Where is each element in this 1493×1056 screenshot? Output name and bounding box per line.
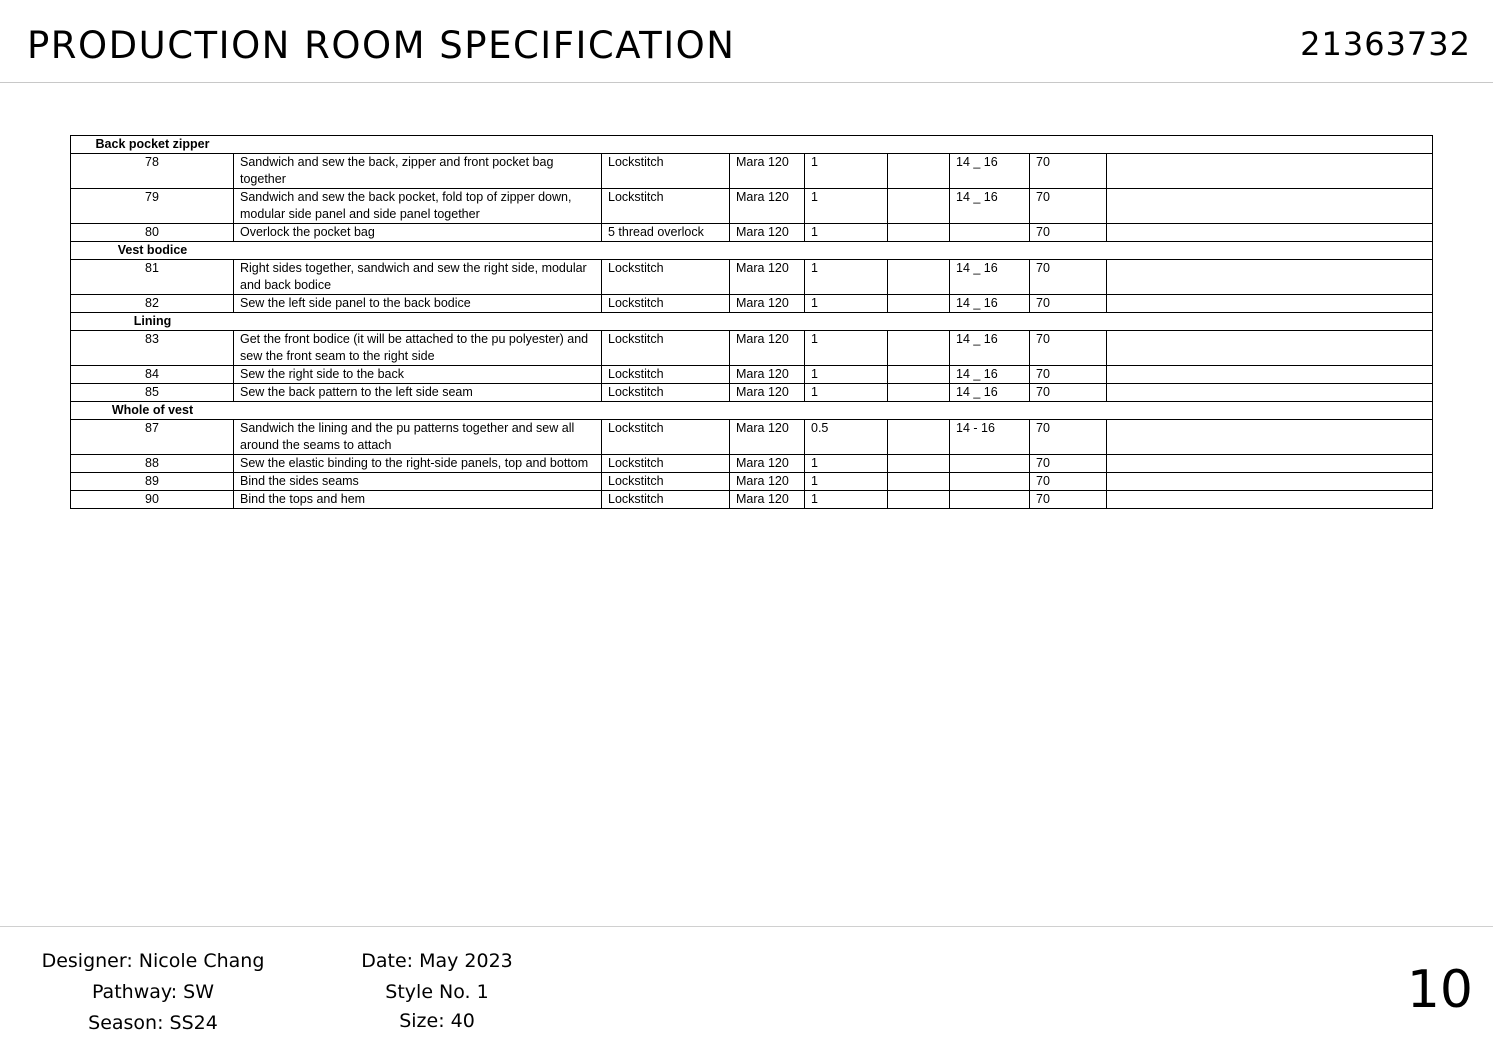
section-header-row xyxy=(71,402,1433,420)
operation-cell: Sew the right side to the back xyxy=(234,366,602,384)
step-number-cell: 82 xyxy=(71,295,234,313)
blank-cell xyxy=(888,420,950,455)
machine-cell: Lockstitch xyxy=(602,366,730,384)
section-header-row xyxy=(71,242,1433,260)
section-title: Vest bodice xyxy=(117,243,188,257)
footer-designer-block xyxy=(40,946,266,1039)
table-row xyxy=(71,455,1433,473)
speed-cell: 70 xyxy=(1030,384,1107,402)
machine-cell: Lockstitch xyxy=(602,491,730,509)
blank-cell xyxy=(888,331,950,366)
machine-cell: Lockstitch xyxy=(602,260,730,295)
thread-cell: Mara 120 xyxy=(730,295,805,313)
needle-size-cell: 14 _ 16 xyxy=(950,154,1030,189)
blank-cell xyxy=(888,366,950,384)
table-row xyxy=(71,154,1433,189)
speed-cell: 70 xyxy=(1030,455,1107,473)
stitch-length-cell: 1 xyxy=(805,295,888,313)
machine-cell: Lockstitch xyxy=(602,295,730,313)
step-number-cell: 83 xyxy=(71,331,234,366)
step-number-cell: 78 xyxy=(71,154,234,189)
thread-cell: Mara 120 xyxy=(730,154,805,189)
thread-cell: Mara 120 xyxy=(730,420,805,455)
table-row xyxy=(71,384,1433,402)
date-label: Date: May 2023 xyxy=(361,950,513,972)
size-label: Size: 40 xyxy=(399,1010,475,1032)
page-number: 10 xyxy=(1406,960,1473,1020)
needle-size-cell xyxy=(950,455,1030,473)
speed-cell: 70 xyxy=(1030,331,1107,366)
stitch-length-cell: 1 xyxy=(805,491,888,509)
pathway-label: Pathway: SW xyxy=(91,981,215,1003)
step-number-cell: 80 xyxy=(71,224,234,242)
blank-cell xyxy=(888,455,950,473)
thread-cell: Mara 120 xyxy=(730,331,805,366)
speed-cell: 70 xyxy=(1030,420,1107,455)
blank-cell xyxy=(888,189,950,224)
needle-size-cell xyxy=(950,473,1030,491)
section-title: Lining xyxy=(133,314,172,328)
speed-cell: 70 xyxy=(1030,260,1107,295)
thread-cell: Mara 120 xyxy=(730,366,805,384)
notes-cell xyxy=(1107,420,1433,455)
machine-cell: 5 thread overlock xyxy=(602,224,730,242)
operation-cell: Right sides together, sandwich and sew the right side, modular and back bodice xyxy=(234,260,602,295)
operation-cell: Bind the tops and hem xyxy=(234,491,602,509)
thread-cell: Mara 120 xyxy=(730,224,805,242)
section-header-row xyxy=(71,313,1433,331)
operation-cell: Bind the sides seams xyxy=(234,473,602,491)
stitch-length-cell: 1 xyxy=(805,331,888,366)
speed-cell: 70 xyxy=(1030,295,1107,313)
speed-cell: 70 xyxy=(1030,154,1107,189)
stitch-length-cell: 1 xyxy=(805,189,888,224)
operation-cell: Sandwich and sew the back, zipper and front pocket bag together xyxy=(234,154,602,189)
footer-date-block xyxy=(345,946,529,1037)
needle-size-cell: 14 _ 16 xyxy=(950,331,1030,366)
stitch-length-cell: 1 xyxy=(805,384,888,402)
style-number-label: Style No. 1 xyxy=(385,981,489,1003)
blank-cell xyxy=(888,154,950,189)
thread-cell: Mara 120 xyxy=(730,473,805,491)
notes-cell xyxy=(1107,224,1433,242)
step-number-cell: 87 xyxy=(71,420,234,455)
needle-size-cell xyxy=(950,224,1030,242)
speed-cell: 70 xyxy=(1030,473,1107,491)
needle-size-cell: 14 _ 16 xyxy=(950,189,1030,224)
needle-size-cell: 14 _ 16 xyxy=(950,260,1030,295)
operation-cell: Sandwich the lining and the pu patterns together and sew all around the seams to attach xyxy=(234,420,602,455)
operation-cell: Overlock the pocket bag xyxy=(234,224,602,242)
stitch-length-cell: 0.5 xyxy=(805,420,888,455)
thread-cell: Mara 120 xyxy=(730,455,805,473)
step-number-cell: 79 xyxy=(71,189,234,224)
spec-table xyxy=(70,135,1433,509)
notes-cell xyxy=(1107,491,1433,509)
machine-cell: Lockstitch xyxy=(602,420,730,455)
step-number-cell: 90 xyxy=(71,491,234,509)
header-divider xyxy=(0,82,1493,83)
blank-cell xyxy=(888,295,950,313)
notes-cell xyxy=(1107,331,1433,366)
section-title: Whole of vest xyxy=(111,403,194,417)
table-row xyxy=(71,224,1433,242)
blank-cell xyxy=(888,473,950,491)
operation-cell: Sew the elastic binding to the right-side panels, top and bottom xyxy=(234,455,602,473)
thread-cell: Mara 120 xyxy=(730,384,805,402)
section-title: Back pocket zipper xyxy=(95,137,210,151)
notes-cell xyxy=(1107,366,1433,384)
machine-cell: Lockstitch xyxy=(602,154,730,189)
page-title: PRODUCTION ROOM SPECIFICATION xyxy=(27,24,736,67)
notes-cell xyxy=(1107,473,1433,491)
blank-cell xyxy=(888,491,950,509)
table-row xyxy=(71,473,1433,491)
table-row xyxy=(71,295,1433,313)
machine-cell: Lockstitch xyxy=(602,331,730,366)
table-row xyxy=(71,260,1433,295)
needle-size-cell: 14 _ 16 xyxy=(950,384,1030,402)
step-number-cell: 88 xyxy=(71,455,234,473)
speed-cell: 70 xyxy=(1030,224,1107,242)
needle-size-cell: 14 - 16 xyxy=(950,420,1030,455)
stitch-length-cell: 1 xyxy=(805,455,888,473)
stitch-length-cell: 1 xyxy=(805,154,888,189)
thread-cell: Mara 120 xyxy=(730,491,805,509)
stitch-length-cell: 1 xyxy=(805,224,888,242)
step-number-cell: 81 xyxy=(71,260,234,295)
table-row xyxy=(71,189,1433,224)
footer-divider xyxy=(0,926,1493,927)
operation-cell: Sew the left side panel to the back bodice xyxy=(234,295,602,313)
section-header-row xyxy=(71,136,1433,154)
table-row xyxy=(71,491,1433,509)
section-header-cell xyxy=(71,402,1433,420)
table-row xyxy=(71,331,1433,366)
notes-cell xyxy=(1107,384,1433,402)
operation-cell: Get the front bodice (it will be attached to the pu polyester) and sew the front seam to the right side xyxy=(234,331,602,366)
blank-cell xyxy=(888,384,950,402)
operation-cell: Sew the back pattern to the left side seam xyxy=(234,384,602,402)
spec-table-body xyxy=(71,136,1433,509)
stitch-length-cell: 1 xyxy=(805,366,888,384)
thread-cell: Mara 120 xyxy=(730,189,805,224)
table-row xyxy=(71,420,1433,455)
operation-cell: Sandwich and sew the back pocket, fold top of zipper down, modular side panel and side panel together xyxy=(234,189,602,224)
section-header-cell xyxy=(71,242,1433,260)
notes-cell xyxy=(1107,154,1433,189)
season-label: Season: SS24 xyxy=(88,1012,218,1034)
blank-cell xyxy=(888,224,950,242)
stitch-length-cell: 1 xyxy=(805,473,888,491)
section-header-cell xyxy=(71,313,1433,331)
notes-cell xyxy=(1107,189,1433,224)
machine-cell: Lockstitch xyxy=(602,189,730,224)
notes-cell xyxy=(1107,260,1433,295)
document-number: 21363732 xyxy=(1300,25,1471,63)
designer-label: Designer: Nicole Chang xyxy=(41,950,265,972)
needle-size-cell: 14 _ 16 xyxy=(950,295,1030,313)
thread-cell: Mara 120 xyxy=(730,260,805,295)
step-number-cell: 84 xyxy=(71,366,234,384)
blank-cell xyxy=(888,260,950,295)
needle-size-cell xyxy=(950,491,1030,509)
stitch-length-cell: 1 xyxy=(805,260,888,295)
step-number-cell: 89 xyxy=(71,473,234,491)
needle-size-cell: 14 _ 16 xyxy=(950,366,1030,384)
machine-cell: Lockstitch xyxy=(602,455,730,473)
machine-cell: Lockstitch xyxy=(602,473,730,491)
notes-cell xyxy=(1107,295,1433,313)
table-row xyxy=(71,366,1433,384)
section-header-cell xyxy=(71,136,1433,154)
step-number-cell: 85 xyxy=(71,384,234,402)
speed-cell: 70 xyxy=(1030,366,1107,384)
speed-cell: 70 xyxy=(1030,491,1107,509)
speed-cell: 70 xyxy=(1030,189,1107,224)
notes-cell xyxy=(1107,455,1433,473)
machine-cell: Lockstitch xyxy=(602,384,730,402)
